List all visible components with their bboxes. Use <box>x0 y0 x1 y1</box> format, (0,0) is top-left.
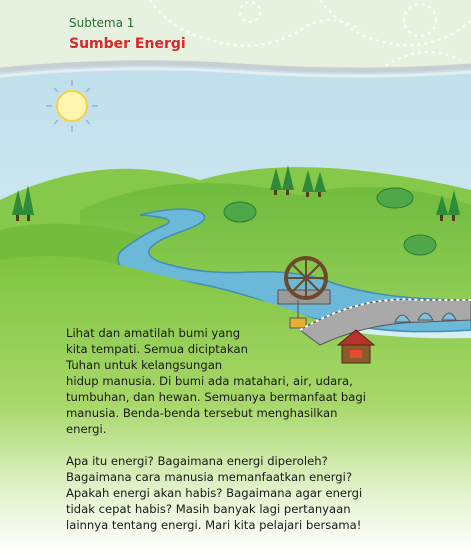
questions-paragraph: Apa itu energi? Bagaimana energi diperoleh? Bagaimana cara manusia memanfaatkan energi? Apakah energi akan habis? Bagaimana agar energi tidak cepat habis? Masih banyak lagi pertanyaan lainnya tentang energi. Mari kita pelajari bersama! <box>66 454 363 532</box>
intro-paragraph: Lihat dan amatilah bumi yang kita tempati. Semua diciptakan Tuhan untuk kelangsungan hidup manusia. Di bumi ada matahari, air, udara, tumbuhan, dan hewan. Semuanya bermanfaat bagi manusia. Benda-benda tersebut menghasilkan energi. <box>66 326 366 436</box>
subtema-label: Subtema 1 <box>69 16 135 30</box>
page-title: Sumber Energi <box>69 36 186 52</box>
